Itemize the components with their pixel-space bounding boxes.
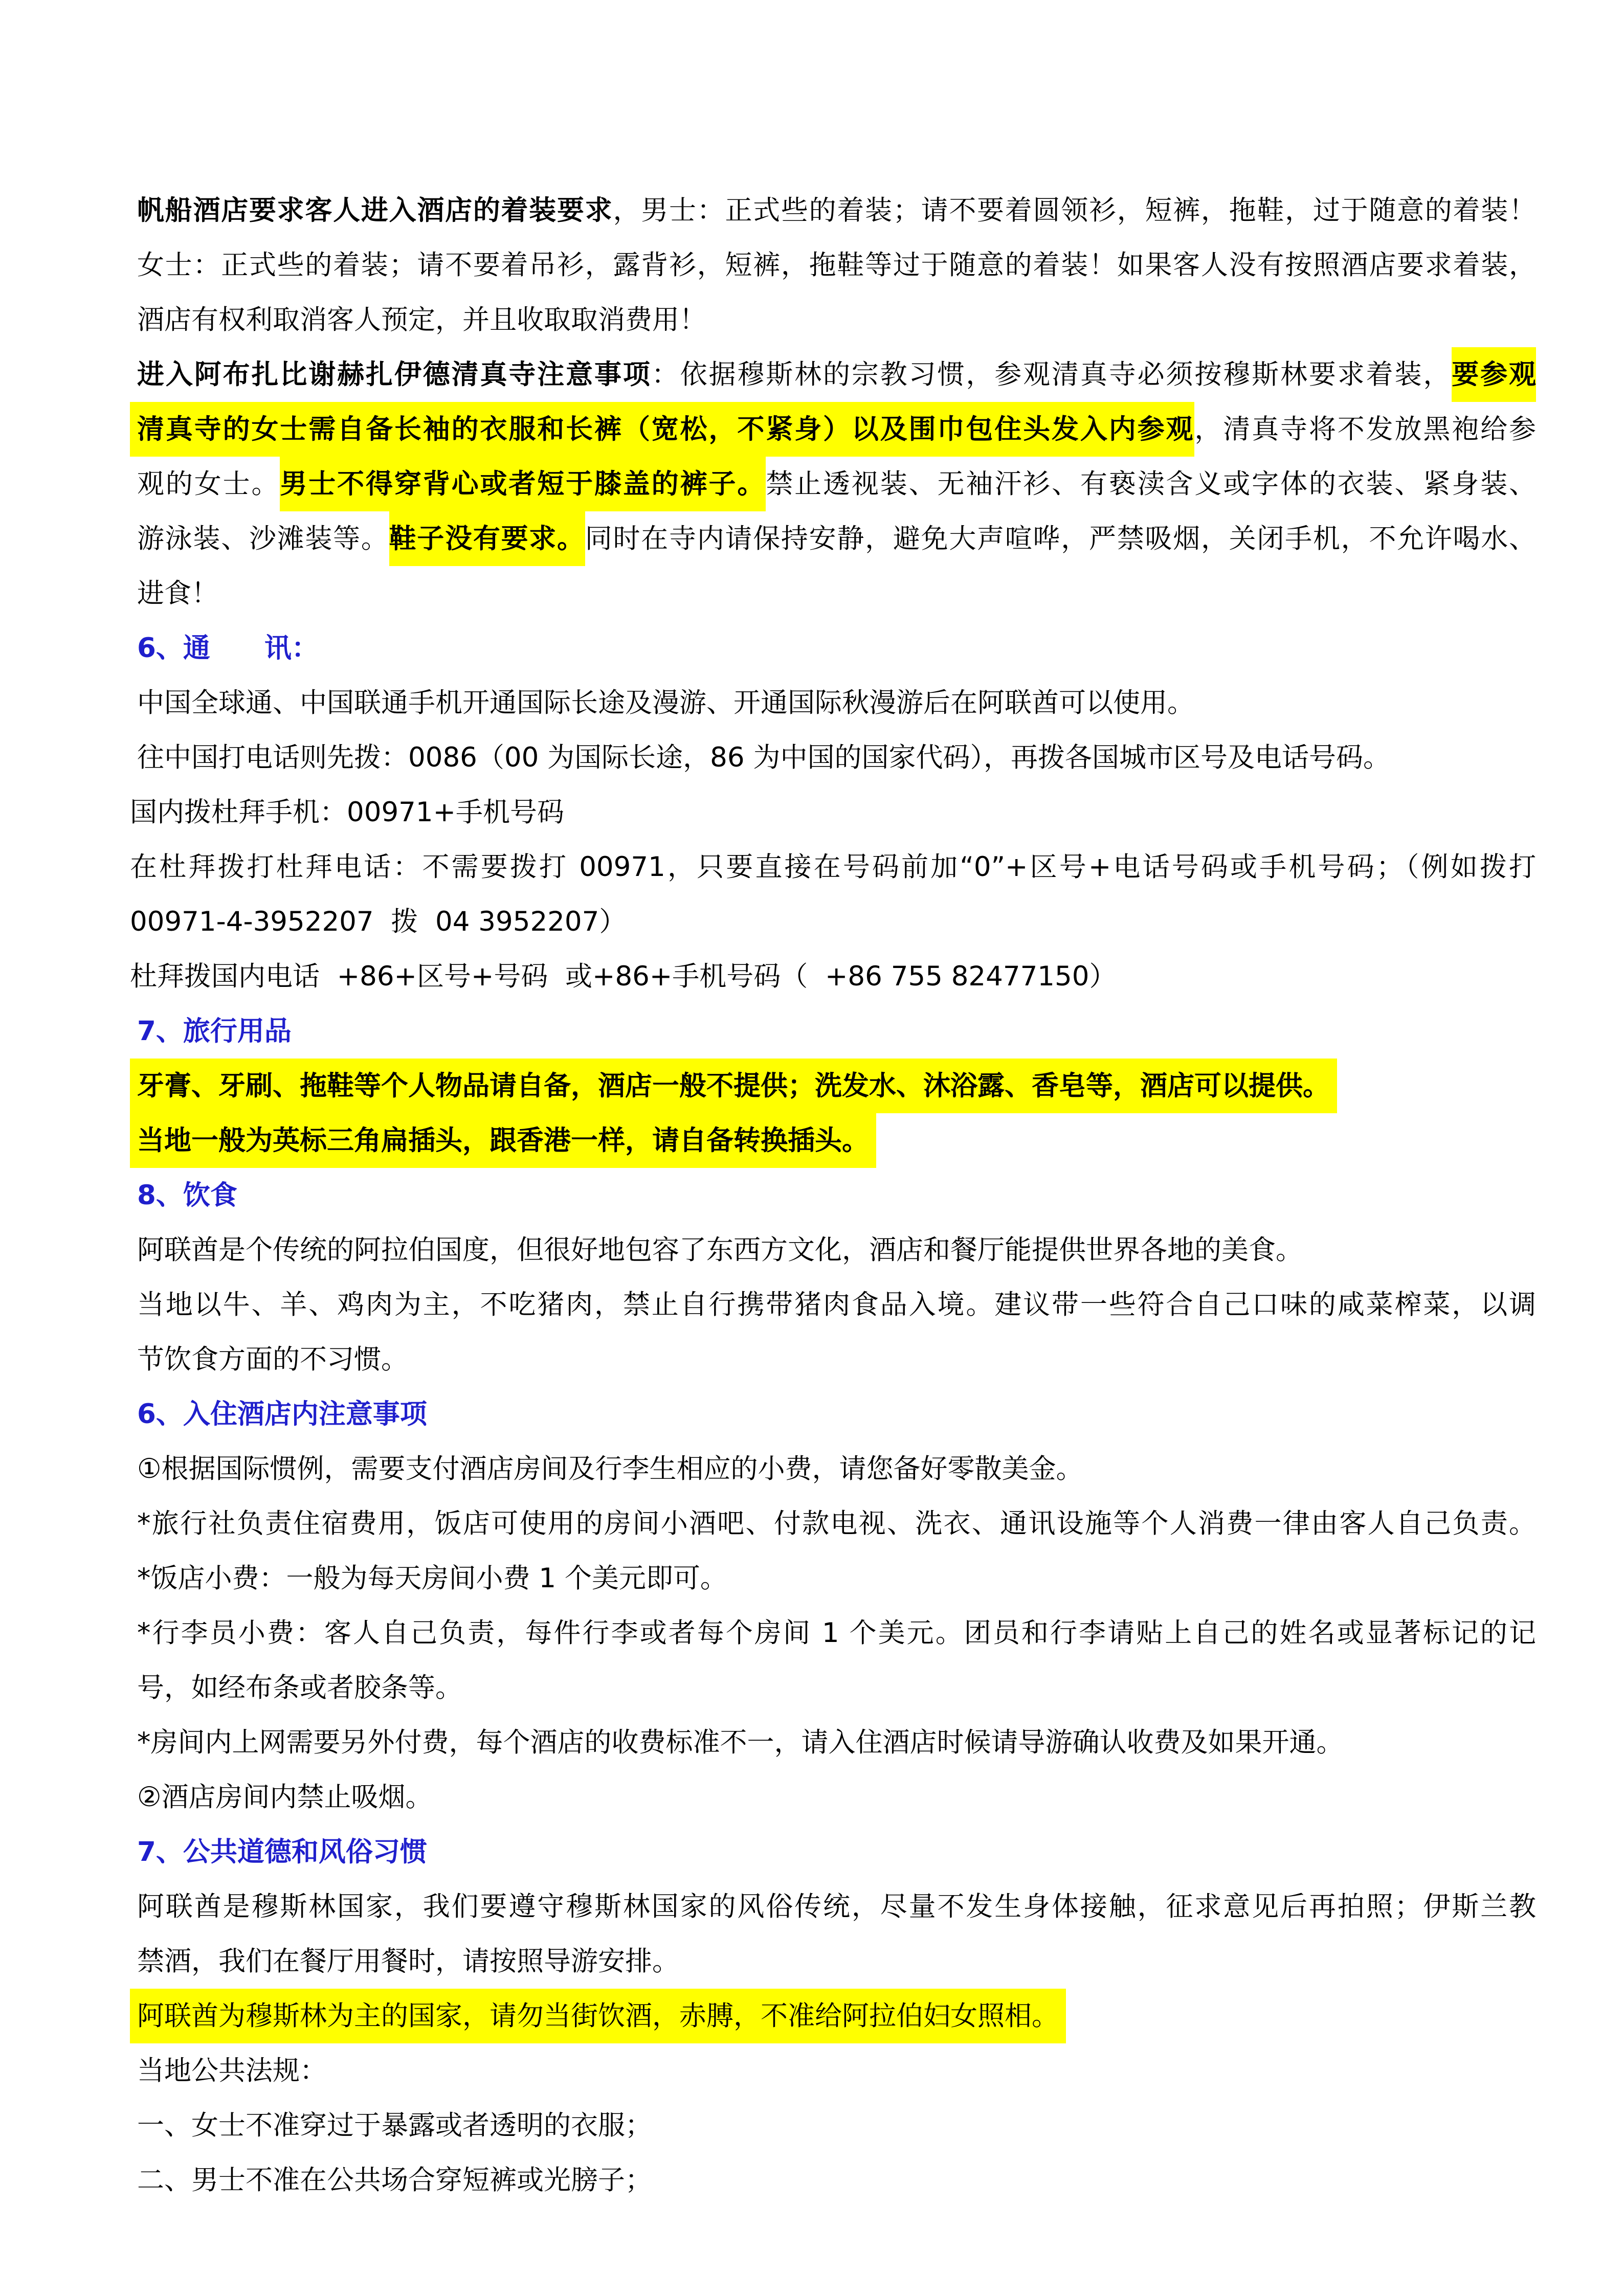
mosque-notice-text: 禁止透视装、无袖汗衫、有亵渎含义或字体的衣装、紧身装、 (766, 468, 1536, 500)
mosque-notice-line-2 (130, 402, 1536, 457)
mosque-notice-line-1 (137, 347, 1536, 402)
hotel-stay-line: *行李员小费：客人自己负责，每件行李或者每个房间 1 个美元。团员和行李请贴上自己的姓名或显著标记的记 (137, 1617, 1536, 1649)
communication-line: 在杜拜拨打杜拜电话：不需要拨打 00971，只要直接在号码前加“0”+区号+电话号码或手机号码；（例如拨打 (130, 851, 1536, 883)
travel-items-line (130, 1113, 1536, 1168)
section-heading-food: 8、饮食 (137, 1180, 237, 1211)
travel-items-highlight-plug: 当地一般为英标三角扁插头，跟香港一样，请自备转换插头。 (130, 1113, 876, 1168)
hotel-stay-line: *房间内上网需要另外付费，每个酒店的收费标准不一，请入住酒店时候请导游确认收费及如果开通。 (137, 1727, 1344, 1758)
section-heading-travel-items: 7、旅行用品 (137, 1016, 292, 1047)
hotel-dress-code-line-2: 女士：正式些的着装；请不要着吊衫，露背衫，短裤，拖鞋等过于随意的着装！如果客人没有按照酒店要求着装， (137, 250, 1536, 281)
public-morals-line: 二、男士不准在公共场合穿短裤或光膀子； (137, 2165, 652, 2196)
mosque-highlight-shoes: 鞋子没有要求。 (389, 511, 585, 566)
food-line: 节饮食方面的不习惯。 (137, 1344, 408, 1375)
mosque-notice-line-3 (137, 457, 1536, 511)
communication-line: 中国全球通、中国联通手机开通国际长途及漫游、开通国际秋漫游后在阿联酋可以使用。 (137, 687, 1194, 718)
section-heading-public-morals: 7、公共道德和风俗习惯 (137, 1836, 427, 1867)
hotel-stay-line: 号，如经布条或者胶条等。 (137, 1672, 462, 1703)
section-heading-hotel-stay: 6、入住酒店内注意事项 (137, 1399, 427, 1430)
hotel-stay-line: *旅行社负责住宿费用，饭店可使用的房间小酒吧、付款电视、洗衣、通讯设施等个人消费一律由客人自己负责。 (137, 1508, 1536, 1539)
mosque-notice-title: 进入阿布扎比谢赫扎伊德清真寺注意事项 (137, 359, 652, 390)
mosque-highlight-women-start: 要参观 (1452, 347, 1536, 402)
communication-line: 往中国打电话则先拨：0086（00 为国际长途，86 为中国的国家代码），再拨各国城市区号及电话号码。 (137, 742, 1390, 773)
hotel-dress-code-text: ，男士：正式些的着装；请不要着圆领衫，短裤，拖鞋，过于随意的着装！ (613, 195, 1536, 226)
mosque-notice-line-5: 进食！ (137, 578, 218, 609)
food-line: 当地以牛、羊、鸡肉为主，不吃猪肉，禁止自行携带猪肉食品入境。建议带一些符合自己口味的咸菜榨菜，以调 (137, 1289, 1536, 1320)
mosque-notice-text: ，清真寺将不发放黑袍给参 (1194, 414, 1536, 445)
document-body (130, 183, 1536, 2208)
mosque-notice-text: ：依据穆斯林的宗教习惯，参观清真寺必须按穆斯林要求着装， (651, 359, 1452, 390)
section-heading-communication: 6、通 讯： (137, 633, 319, 664)
communication-line: 杜拜拨国内电话 +86+区号+号码 或+86+手机号码（ +86 755 82477150） (130, 961, 1117, 992)
mosque-highlight-men: 男士不得穿背心或者短于膝盖的裤子。 (280, 457, 766, 511)
public-morals-line: 当地公共法规： (137, 2055, 327, 2086)
mosque-notice-text: 游泳装、沙滩装等。 (137, 523, 389, 554)
food-line: 阿联酋是个传统的阿拉伯国度，但很好地包容了东西方文化，酒店和餐厅能提供世界各地的美食。 (137, 1234, 1303, 1266)
mosque-highlight-women: 清真寺的女士需自备长袖的衣服和长裤（宽松，不紧身）以及围巾包住头发入内参观 (130, 402, 1194, 457)
travel-items-line (130, 1059, 1536, 1113)
travel-items-highlight-toiletries: 牙膏、牙刷、拖鞋等个人物品请自备，酒店一般不提供；洗发水、沐浴露、香皂等，酒店可以提供。 (130, 1059, 1337, 1113)
hotel-dress-code-line-3: 酒店有权利取消客人预定，并且收取取消费用！ (137, 304, 706, 335)
public-morals-highlight: 阿联酋为穆斯林为主的国家，请勿当街饮酒，赤膊，不准给阿拉伯妇女照相。 (130, 1989, 1066, 2043)
public-morals-line (130, 1989, 1536, 2043)
hotel-stay-line: *饭店小费：一般为每天房间小费 1 个美元即可。 (137, 1563, 727, 1594)
communication-line: 国内拨杜拜手机：00971+手机号码 (130, 797, 565, 828)
public-morals-line: 禁酒，我们在餐厅用餐时，请按照导游安排。 (137, 1946, 679, 1977)
communication-line: 00971-4-3952207 拨 04 3952207） (130, 906, 627, 937)
hotel-stay-line: ①根据国际惯例，需要支付酒店房间及行李生相应的小费，请您备好零散美金。 (137, 1453, 1083, 1484)
mosque-notice-line-4 (137, 511, 1536, 566)
public-morals-line: 一、女士不准穿过于暴露或者透明的衣服； (137, 2110, 652, 2141)
hotel-dress-code-title: 帆船酒店要求客人进入酒店的着装要求 (137, 195, 613, 226)
mosque-notice-text: 观的女士。 (137, 468, 280, 500)
hotel-dress-code-line-1 (137, 183, 1536, 238)
public-morals-line: 阿联酋是穆斯林国家，我们要遵守穆斯林国家的风俗传统，尽量不发生身体接触，征求意见后再拍照；伊斯兰教 (137, 1891, 1536, 1922)
mosque-notice-text: 同时在寺内请保持安静，避免大声喧哗，严禁吸烟，关闭手机，不允许喝水、 (585, 523, 1536, 554)
hotel-stay-line: ②酒店房间内禁止吸烟。 (137, 1782, 433, 1813)
